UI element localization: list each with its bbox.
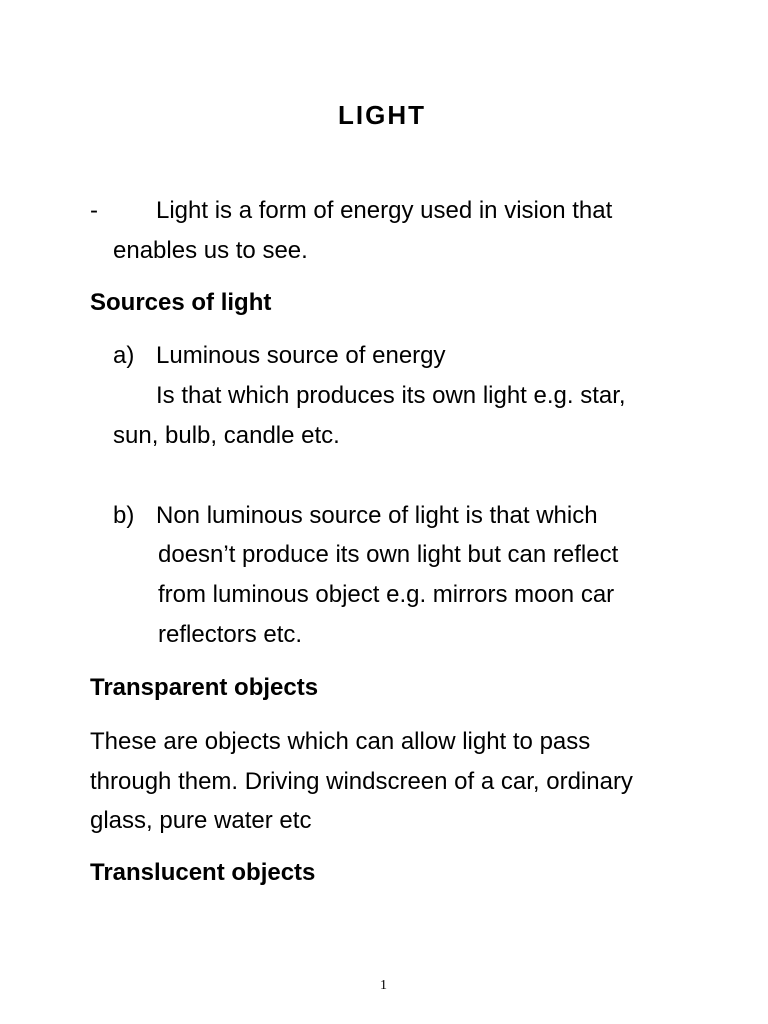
- item-b-line-4: reflectors etc.: [158, 621, 303, 648]
- sources-heading: Sources of light: [90, 289, 272, 316]
- translucent-heading: Translucent objects: [90, 859, 316, 886]
- item-a-line-2: Is that which produces its own light e.g. star,: [156, 382, 626, 409]
- transparent-line-1: These are objects which can allow light to pass: [90, 728, 591, 755]
- item-a-line-1: Luminous source of energy: [156, 342, 446, 369]
- item-b-line-2: doesn’t produce its own light but can reflect: [158, 541, 619, 568]
- transparent-heading: Transparent objects: [90, 674, 319, 701]
- transparent-line-3: glass, pure water etc: [90, 807, 312, 834]
- intro-line-2: enables us to see.: [113, 237, 308, 264]
- page-title: LIGHT: [338, 100, 426, 130]
- item-a-marker: a): [113, 342, 135, 369]
- transparent-line-2: through them. Driving windscreen of a car, ordinary: [90, 768, 633, 795]
- item-a-line-3: sun, bulb, candle etc.: [113, 422, 340, 449]
- intro-line-1: Light is a form of energy used in vision that: [156, 197, 613, 224]
- item-b-line-3: from luminous object e.g. mirrors moon car: [158, 581, 615, 608]
- item-b-line-1: Non luminous source of light is that which: [156, 502, 598, 529]
- item-b-marker: b): [113, 502, 135, 529]
- page-number: 1: [380, 978, 387, 993]
- intro-bullet: -: [90, 197, 98, 224]
